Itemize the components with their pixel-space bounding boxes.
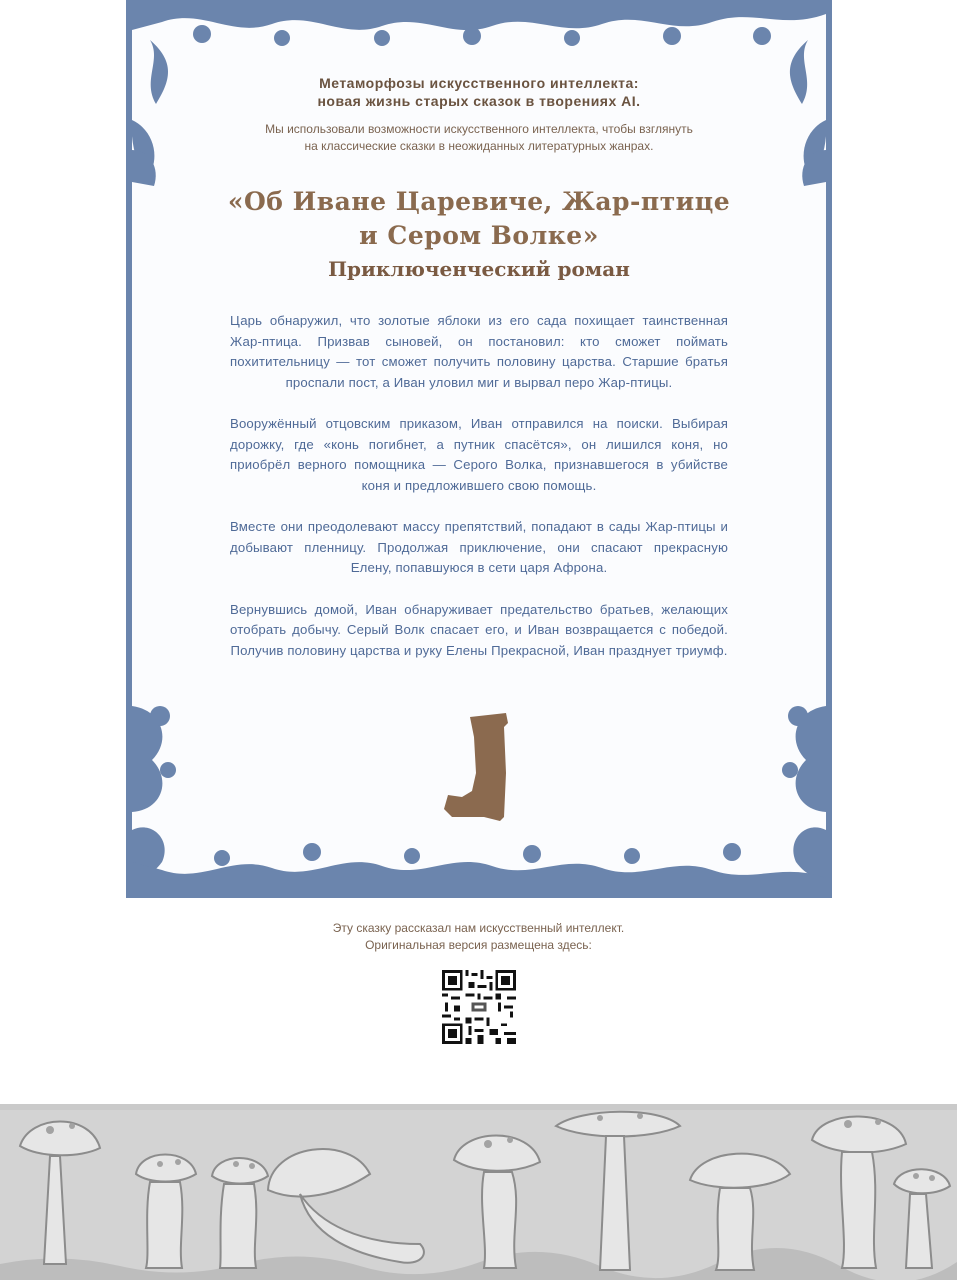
tale-title-line-2: и Сером Волке» xyxy=(359,221,599,250)
tale-title-line-1: «Об Иване Царевиче, Жар-птице xyxy=(227,187,731,216)
series-subtitle-line-1: Мы использовали возможности искусственного интеллекта, чтобы взглянуть xyxy=(265,122,693,136)
series-title-line-1: Метаморфозы искусственного интеллекта: xyxy=(319,75,639,91)
footer-note xyxy=(0,920,957,954)
footer-line-2: Оригинальная версия размещена здесь: xyxy=(365,938,592,952)
mushroom-border xyxy=(0,1104,957,1280)
series-title-line-2: новая жизнь старых сказок в творениях AI. xyxy=(317,93,641,109)
boot-icon xyxy=(444,713,514,825)
story-text xyxy=(230,311,728,682)
story-paragraph-2: Вооружённый отцовским приказом, Иван отправился на поиски. Выбирая дорожку, где «конь погибнет, а путник спасётся», он лишился коня, но приобрёл верного помощника — Серого Волка, признавшегося в убийстве коня и предложившего свою помощь. xyxy=(230,416,728,493)
story-paragraph-3: Вместе они преодолевают массу препятствий, попадают в сады Жар-птицы и добывают пленницу. Продолжая приключение, они спасают прекрасную Елену, попавшуюся в сети царя Афрона. xyxy=(230,519,728,575)
series-subtitle xyxy=(192,121,766,155)
footer-line-1: Эту сказку рассказал нам искусственный интеллект. xyxy=(332,921,625,935)
story-paragraph-1: Царь обнаружил, что золотые яблоки из его сада похищает таинственная Жар-птица. Призвав сыновей, он постановил: кто сможет поймать похитительницу — тот сможет получить половину царства. Старшие братья проспали пост, а Иван уловил миг и вырвал перо Жар-птицы. xyxy=(230,313,728,390)
series-subtitle-line-2: на классические сказки в неожиданных литературных жанрах. xyxy=(304,139,654,153)
qr-code[interactable] xyxy=(442,970,516,1044)
series-title xyxy=(132,74,826,110)
story-paragraph-4: Вернувшись домой, Иван обнаруживает предательство братьев, желающих отобрать добычу. Серый Волк спасает его, и Иван возвращается с победой. Получив половину царства и руку Елены Прекрасной, Иван празднует триумф. xyxy=(230,601,728,658)
content-panel xyxy=(132,0,826,892)
tale-genre: Приключенческий роман xyxy=(328,257,630,281)
ornamental-frame xyxy=(126,0,832,898)
tale-title xyxy=(172,185,786,253)
